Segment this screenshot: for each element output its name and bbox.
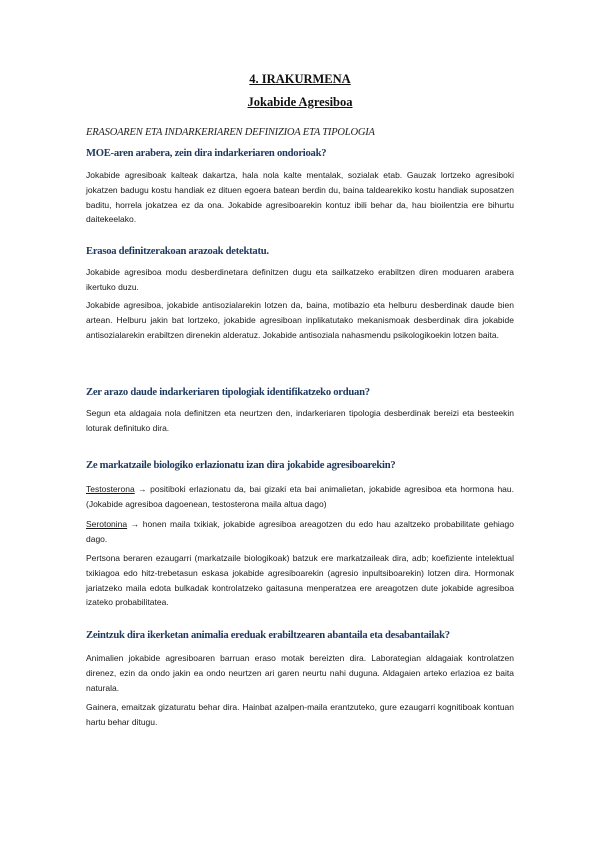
document-subtitle: Jokabide Agresiboa — [247, 95, 353, 109]
document-title: 4. IRAKURMENA — [249, 72, 351, 86]
paragraph-3: Jokabide agresiboa, jokabide antisozialarekin lotzen da, baina, motibazio eta helburu desberdinak daude bien artean. Helburu jakin bat lortzeko, jokabide agresiboan inplikatutako mekanismoak desberdinak dira jokabide antisozialarekin erabiltzen direnekin alderatuz. Jokabide antisoziala nahasmendu psikologikoekin lotzen baita. — [86, 300, 514, 340]
paragraph-1: Jokabide agresiboak kalteak dakartza, hala nola kalte mentalak, sozialak etab. Gauzak lortzeko agresiboki jokatzen badugu kostu handiak ez dituen egoera batean berdin du, baina taldearekiko kostu handiak suposatzen baditu, horrela jokatzea ez da ona. Jokabide agresiboarekin kontuz ibili behar da, hau bioilentzia ere bihurtu daitekeelako. — [86, 170, 514, 225]
paragraph-8: Animalien jokabide agresiboaren barruan eraso motak bereizten dira. Laborategian aldagaiak kontrolatzen direnez, ezin da ondo jakin ea ondo neurtzen ari garen neurtu nahi duguna. Aldagaien arteko erlazioa ez baita naturala. — [86, 653, 514, 693]
question-heading-2: Erasoa definitzerakoan arazoak detektatu. — [86, 246, 269, 257]
question-heading-3: Zer arazo daude indarkeriaren tipologiak identifikatzeko orduan? — [86, 387, 370, 398]
testosterona-text: → positiboki erlazionatu da, bai gizaki eta bai animalietan, jokabide agresiboa eta hormona hau. (Jokabide agresiboa dagoenean, testosterona maila altua dago) — [86, 484, 514, 509]
paragraph-serotonina — [86, 517, 514, 547]
paragraph-4: Segun eta aldagaia nola definitzen eta neurtzen den, indarkeriaren tipologia desberdinak bereizi eta besteekin loturak definituko dira. — [86, 408, 514, 433]
question-heading-5: Zeintzuk dira ikerketan animalia ereduak erabiltzearen abantaila eta desabantailak? — [86, 630, 450, 641]
question-heading-4: Ze markatzaile biologiko erlazionatu izan dira jokabide agresiboarekin? — [86, 460, 396, 471]
paragraph-2: Jokabide agresiboa modu desberdinetara definitzen dugu eta sailkatzeko erabiltzen diren moduaren arabera ikertuko duzu. — [86, 267, 514, 292]
paragraph-7: Pertsona beraren ezaugarri (markatzaile biologikoak) batzuk ere markatzaileak dira, adb; koefiziente intelektual txikiagoa edo hitz-trebetasun eskasa jokabide agresiboarekin (agresio inpultsiboarekin) lotzen dira. Hormonak jariatzeko maila edota bulkadak kontrolatzeko gaitasuna menperatzea ere areagotzen dute jokabide agresiboa izateko probabilitatea. — [86, 553, 514, 608]
serotonina-text: → honen maila txikiak, jokabide agresiboa areagotzen du edo hau azaltzeko probabilitate gehiago dago. — [86, 519, 514, 544]
paragraph-9: Gainera, emaitzak gizaturatu behar dira. Hainbat azalpen-maila erantzuteko, gure ezaugarri kognitiboak kontuan hartu behar ditugu. — [86, 702, 514, 727]
question-heading-1: MOE-aren arabera, zein dira indarkeriaren ondorioak? — [86, 148, 327, 159]
term-testosterona: Testosterona — [86, 484, 135, 494]
paragraph-testosterona — [86, 482, 514, 512]
section-title: ERASOAREN ETA INDARKERIAREN DEFINIZIOA ETA TIPOLOGIA — [86, 127, 375, 138]
term-serotonina: Serotonina — [86, 519, 128, 529]
